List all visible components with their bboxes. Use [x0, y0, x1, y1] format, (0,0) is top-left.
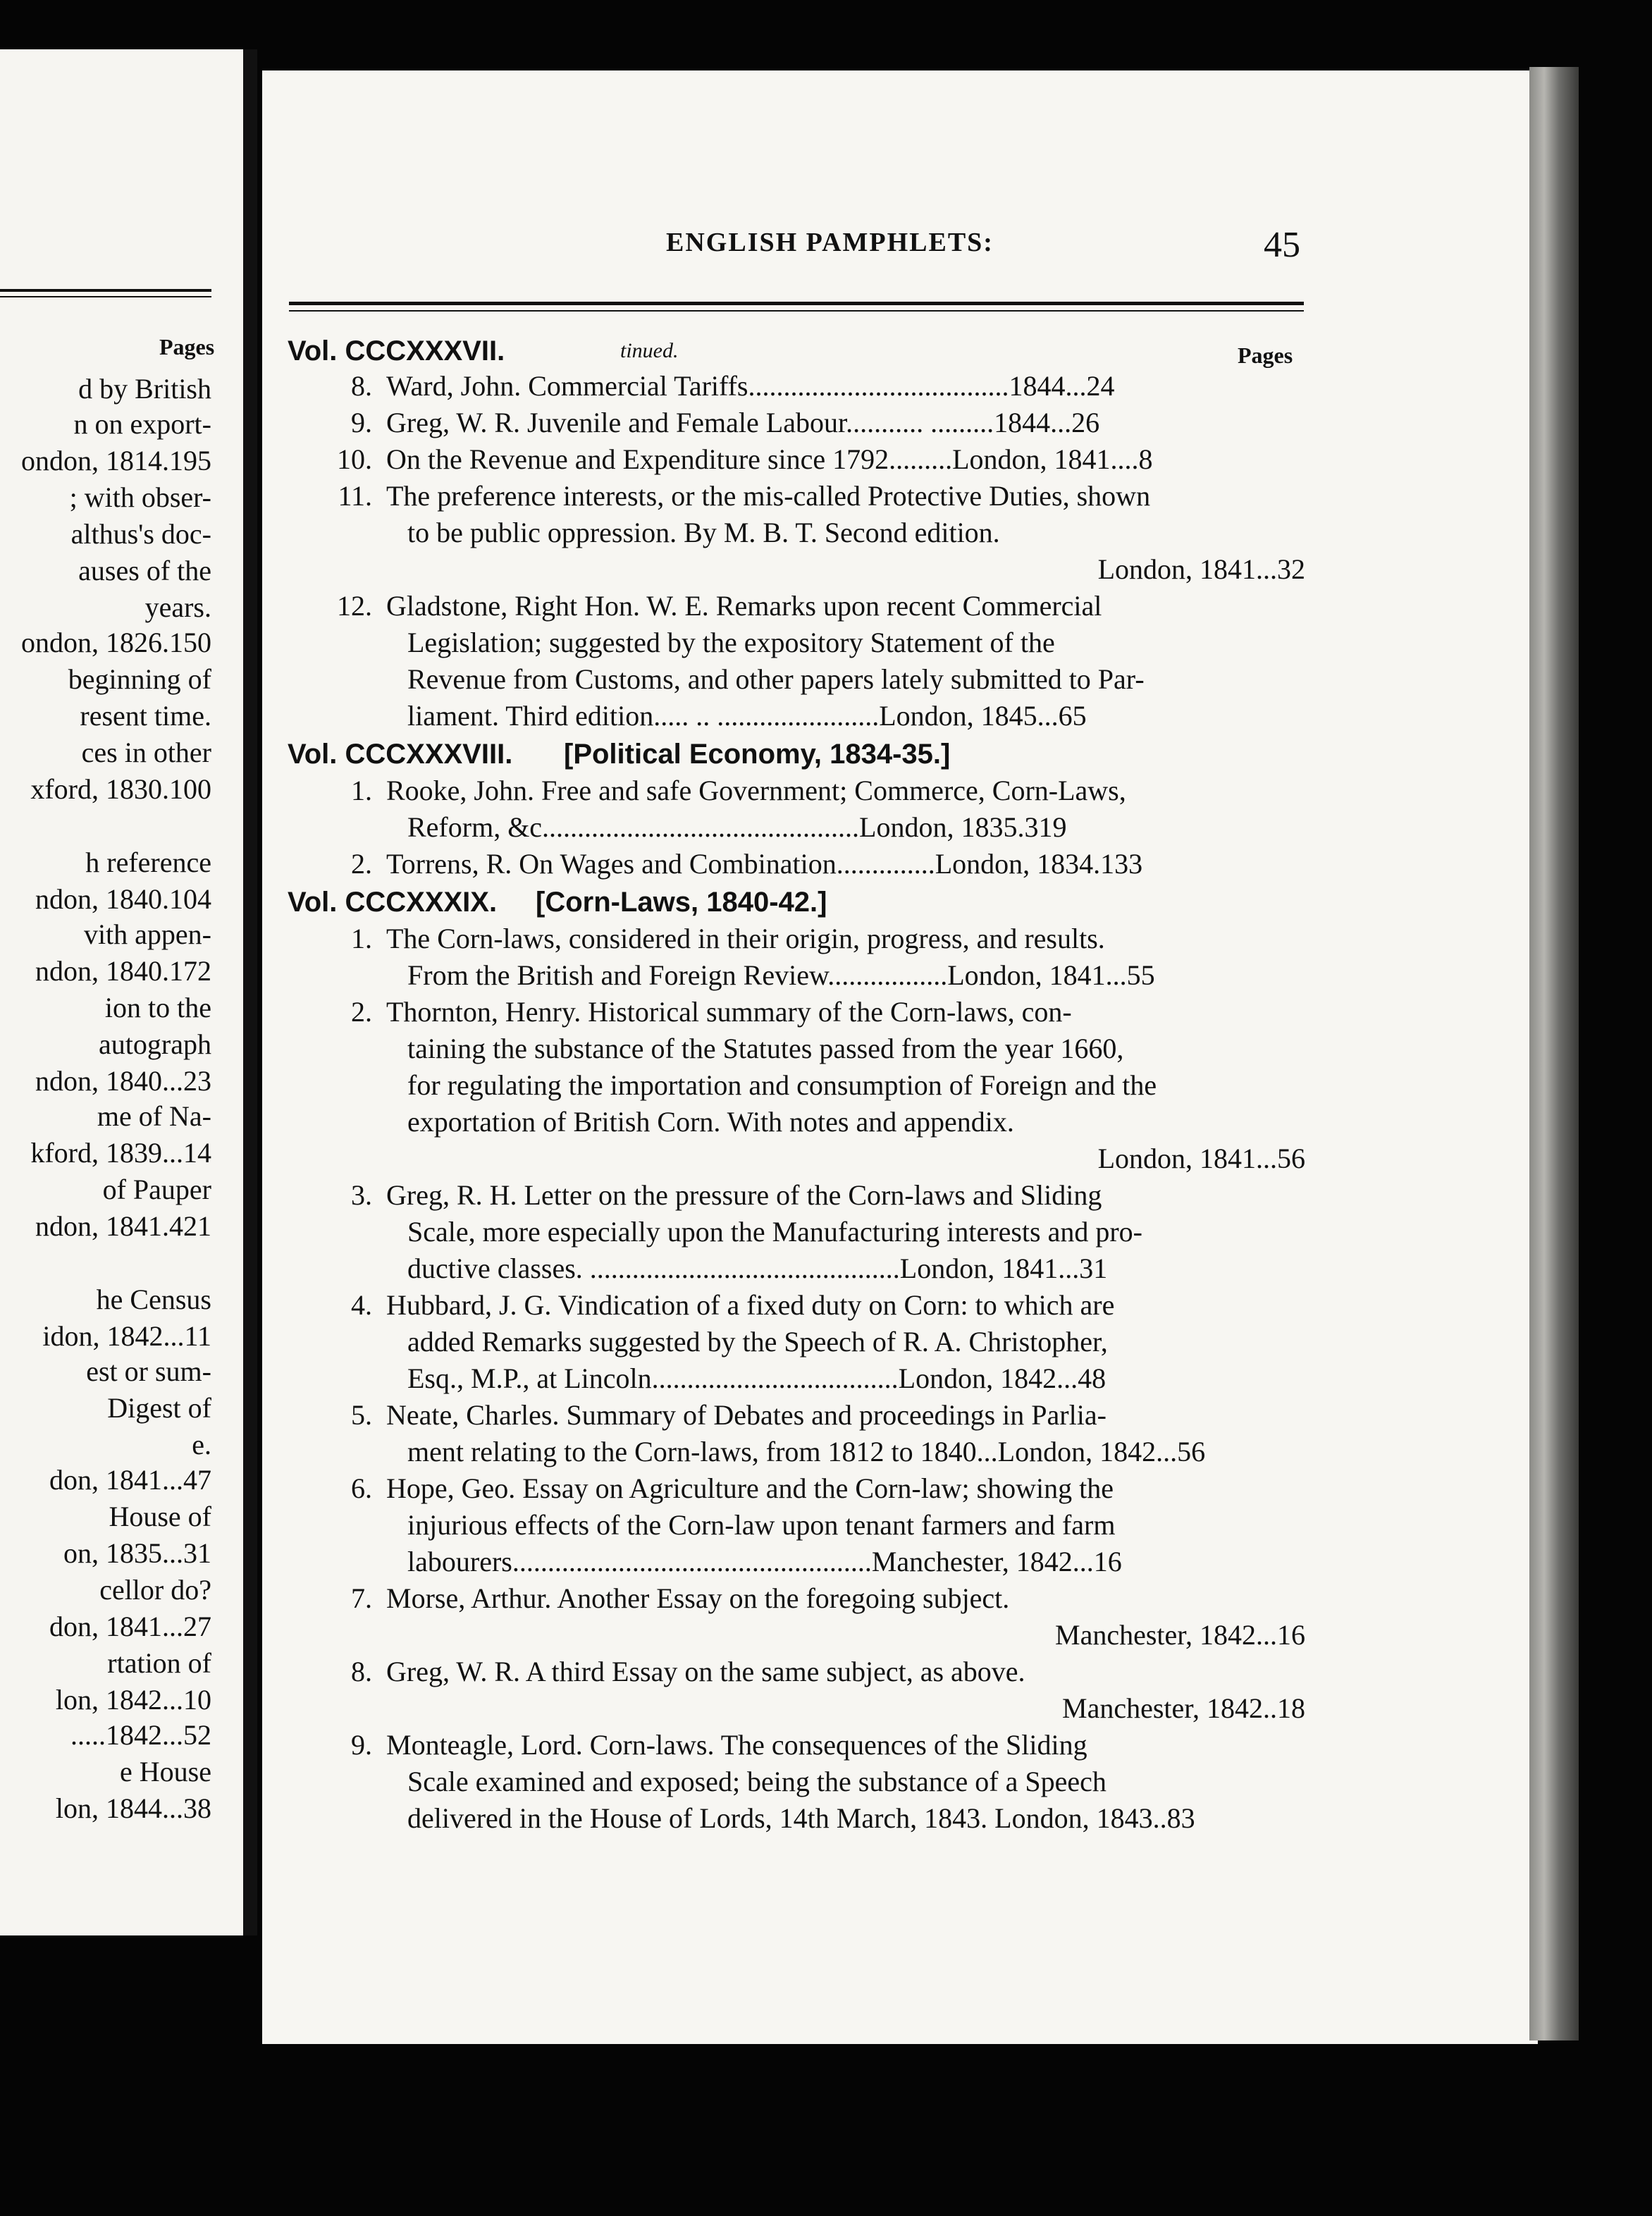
left-page-line: idon, 1842...11 — [42, 1320, 211, 1352]
left-page-line: ; with obser- — [69, 481, 211, 513]
vol-title: Vol. CCCXXXVIII. — [288, 739, 513, 770]
left-page-line: e. — [192, 1429, 211, 1460]
entry-number: 1. — [351, 923, 372, 954]
entry-number: 2. — [351, 848, 372, 880]
entry-line: Rooke, John. Free and safe Government; Commerce, Corn-Laws, — [386, 775, 1126, 806]
entry-line: The Corn-laws, considered in their origin, progress, and results. — [386, 923, 1105, 954]
left-page-line: ndon, 1840...23 — [35, 1065, 211, 1097]
entry-number: 5. — [351, 1399, 372, 1431]
entry-line: London, 1841...32 — [1097, 553, 1305, 585]
left-page-line: House of — [109, 1501, 211, 1532]
header-rule-top — [289, 302, 1304, 305]
entry-number: 8. — [351, 1656, 372, 1687]
left-page-line: xford, 1830.100 — [30, 773, 211, 805]
entry-number: 11. — [338, 480, 372, 512]
left-page-line: ondon, 1814.195 — [21, 445, 211, 476]
left-page-line: e House — [120, 1756, 211, 1787]
entry-line: labourers...................................................Manchester, 1842...16 — [407, 1546, 1122, 1577]
entry-line: Ward, John. Commercial Tariffs.....................................1844...24 — [386, 370, 1115, 402]
left-page-line: on, 1835...31 — [63, 1537, 211, 1569]
left-page-line: h reference — [85, 847, 211, 878]
entry-number: 8. — [351, 370, 372, 402]
entry-line: Greg, W. R. Juvenile and Female Labour........... .........1844...26 — [386, 407, 1100, 438]
entry-line: Scale, more especially upon the Manufacturing interests and pro- — [407, 1216, 1142, 1248]
left-page-line: ondon, 1826.150 — [21, 627, 211, 658]
entry-line: Gladstone, Right Hon. W. E. Remarks upon recent Commercial — [386, 590, 1102, 622]
entry-number: 7. — [351, 1582, 372, 1614]
entry-line: delivered in the House of Lords, 14th March, 1843. London, 1843..83 — [407, 1802, 1195, 1834]
entry-line: to be public oppression. By M. B. T. Second edition. — [407, 517, 1000, 548]
left-page-line: years. — [144, 591, 211, 623]
entry-line: exportation of British Corn. With notes and appendix. — [407, 1106, 1014, 1138]
entry-line: London, 1841...56 — [1097, 1143, 1305, 1174]
entry-number: 12. — [337, 590, 372, 622]
entry-line: Scale examined and exposed; being the substance of a Speech — [407, 1766, 1107, 1797]
vol-subject: [Political Economy, 1834-35.] — [564, 739, 951, 770]
page-edge — [1529, 67, 1579, 2040]
entry-number: 9. — [351, 407, 372, 438]
entry-line: taining the substance of the Statutes passed from the year 1660, — [407, 1033, 1124, 1064]
entry-line: liament. Third edition..... .. .......................London, 1845...65 — [407, 700, 1087, 732]
left-page-line: est or sum- — [86, 1355, 211, 1387]
left-page-line: beginning of — [68, 663, 211, 695]
left-page-line: lon, 1842...10 — [55, 1684, 211, 1716]
left-page-line: don, 1841...27 — [49, 1611, 211, 1642]
left-page-line: ndon, 1841.421 — [35, 1210, 211, 1242]
entry-line: Greg, R. H. Letter on the pressure of the Corn-laws and Sliding — [386, 1179, 1102, 1211]
entry-number: 3. — [351, 1179, 372, 1211]
entry-line: injurious effects of the Corn-law upon tenant farmers and farm — [407, 1509, 1116, 1541]
left-page-line: he Census — [96, 1284, 211, 1315]
left-header-rule — [0, 289, 211, 292]
left-page-line: autograph — [99, 1028, 211, 1060]
entry-line: Reform, &c.............................................London, 1835.319 — [407, 811, 1067, 843]
entry-line: Monteagle, Lord. Corn-laws. The consequences of the Sliding — [386, 1729, 1087, 1761]
page-number: 45 — [1264, 225, 1300, 265]
entry-number: 9. — [351, 1729, 372, 1761]
book-gutter — [243, 49, 257, 1935]
entry-line: Torrens, R. On Wages and Combination..............London, 1834.133 — [386, 848, 1143, 880]
left-page-line: auses of the — [78, 555, 211, 586]
vol-title: Vol. CCCXXXIX. — [288, 887, 498, 918]
vol-title: Vol. CCCXXXVII. — [288, 336, 505, 367]
left-page-line: cellor do? — [99, 1574, 211, 1606]
left-page-line: vith appen- — [83, 918, 211, 950]
entry-line: Hubbard, J. G. Vindication of a fixed duty on Corn: to which are — [386, 1289, 1115, 1321]
entry-number: 10. — [337, 443, 372, 475]
left-page-line: ndon, 1840.172 — [35, 955, 211, 987]
entry-line: added Remarks suggested by the Speech of R. A. Christopher, — [407, 1326, 1108, 1358]
entry-line: From the British and Foreign Review.................London, 1841...55 — [407, 959, 1155, 991]
entry-line: Revenue from Customs, and other papers lately submitted to Par- — [407, 663, 1145, 695]
entry-line: On the Revenue and Expenditure since 1792.........London, 1841....8 — [386, 443, 1153, 475]
entry-line: The preference interests, or the mis-called Protective Duties, shown — [386, 480, 1151, 512]
left-page-line: d by British — [78, 373, 211, 405]
entry-number: 2. — [351, 996, 372, 1028]
left-page-line: of Pauper — [102, 1174, 211, 1205]
entry-line: Hope, Geo. Essay on Agriculture and the Corn-law; showing the — [386, 1472, 1114, 1504]
pages-label: Pages — [1238, 343, 1293, 368]
entry-line: Esq., M.P., at Lincoln...................................London, 1842...48 — [407, 1362, 1107, 1394]
left-header-rule-thin — [0, 296, 211, 297]
entry-number: 1. — [351, 775, 372, 806]
entry-number: 6. — [351, 1472, 372, 1504]
vol-continued-note: tinued. — [620, 339, 679, 362]
left-page-line: ion to the — [104, 992, 211, 1023]
left-pages-label: Pages — [159, 334, 215, 359]
left-page-line: n on export- — [73, 408, 211, 440]
entry-number: 4. — [351, 1289, 372, 1321]
entry-line: Morse, Arthur. Another Essay on the foregoing subject. — [386, 1582, 1010, 1614]
left-page-line: Digest of — [107, 1392, 211, 1424]
entry-line: Manchester, 1842...16 — [1055, 1619, 1305, 1651]
header-rule-bottom — [289, 310, 1304, 312]
entry-line: for regulating the importation and consumption of Foreign and the — [407, 1069, 1157, 1101]
left-page-line: .....1842...52 — [70, 1719, 211, 1751]
entry-line: Thornton, Henry. Historical summary of the Corn-laws, con- — [386, 996, 1072, 1028]
entry-line: Manchester, 1842..18 — [1062, 1692, 1305, 1724]
entry-line: ment relating to the Corn-laws, from 1812 to 1840...London, 1842...56 — [407, 1436, 1206, 1467]
left-page-line: me of Na- — [97, 1100, 211, 1132]
left-page-line: rtation of — [107, 1647, 211, 1679]
vol-subject: [Corn-Laws, 1840-42.] — [536, 887, 827, 918]
left-page-line: ces in other — [81, 737, 211, 768]
left-page-line: resent time. — [80, 700, 211, 732]
entry-line: Legislation; suggested by the expository Statement of the — [407, 627, 1055, 658]
entry-line: Greg, W. R. A third Essay on the same subject, as above. — [386, 1656, 1025, 1687]
running-title: ENGLISH PAMPHLETS: — [666, 228, 994, 257]
left-page-line: althus's doc- — [70, 518, 211, 550]
entry-line: Neate, Charles. Summary of Debates and proceedings in Parlia- — [386, 1399, 1107, 1431]
left-page-line: don, 1841...47 — [49, 1464, 211, 1496]
entry-line: ductive classes. ............................................London, 1841...31 — [407, 1252, 1108, 1284]
left-page-line: kford, 1839...14 — [30, 1137, 211, 1169]
left-page-line: lon, 1844...38 — [55, 1792, 211, 1824]
left-page-line: ndon, 1840.104 — [35, 883, 211, 915]
